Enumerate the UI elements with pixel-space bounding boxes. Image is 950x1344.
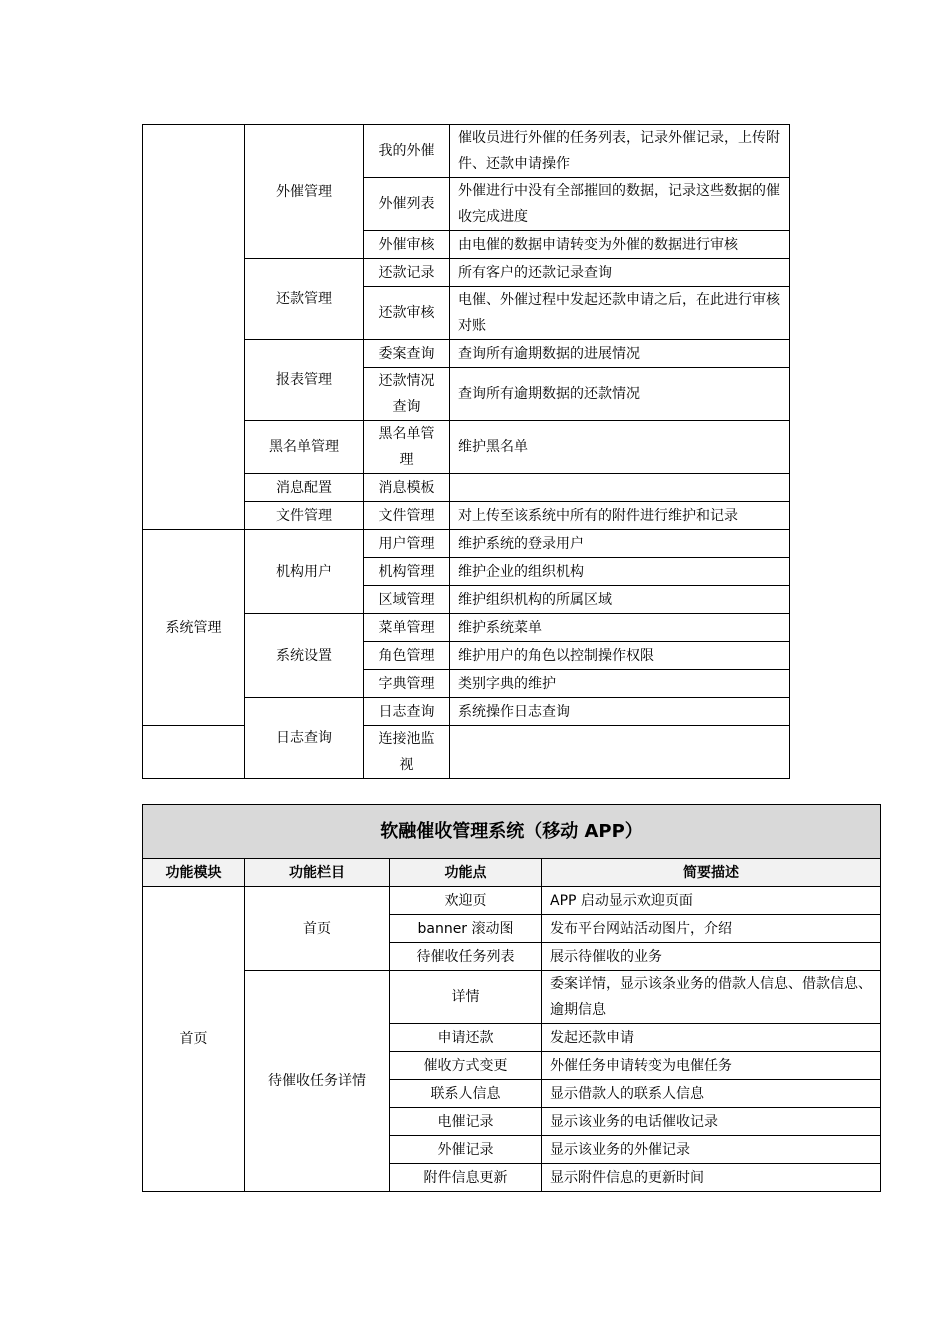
header-cell: 功能模块 — [143, 859, 245, 887]
desc-cell: 发起还款申请 — [542, 1024, 881, 1052]
feature-cell: 还款记录 — [364, 259, 450, 287]
desc-cell: 电催、外催过程中发起还款申请之后，在此进行审核对账 — [450, 287, 790, 340]
desc-cell: 外催任务申请转变为电催任务 — [542, 1052, 881, 1080]
desc-cell: 维护系统的登录用户 — [450, 530, 790, 558]
desc-cell: 所有客户的还款记录查询 — [450, 259, 790, 287]
table-title: 软融催收管理系统（移动 APP） — [143, 805, 881, 859]
desc-cell: 催收员进行外催的任务列表，记录外催记录，上传附件、还款申请操作 — [450, 125, 790, 178]
feature-cell: 联系人信息 — [390, 1080, 542, 1108]
feature-cell: 委案查询 — [364, 340, 450, 368]
section-cell: 还款管理 — [245, 259, 364, 340]
feature-cell: 文件管理 — [364, 502, 450, 530]
module-cell: 首页 — [143, 887, 245, 1192]
header-cell: 功能栏目 — [245, 859, 390, 887]
desc-cell: 展示待催收的业务 — [542, 943, 881, 971]
feature-cell: 机构管理 — [364, 558, 450, 586]
section-cell: 外催管理 — [245, 125, 364, 259]
desc-cell: 外催进行中没有全部摧回的数据，记录这些数据的催收完成进度 — [450, 178, 790, 231]
desc-cell: 系统操作日志查询 — [450, 698, 790, 726]
feature-cell: 催收方式变更 — [390, 1052, 542, 1080]
feature-cell: 字典管理 — [364, 670, 450, 698]
feature-cell: 我的外催 — [364, 125, 450, 178]
module-cell: 系统管理 — [143, 530, 245, 726]
section-cell: 消息配置 — [245, 474, 364, 502]
desc-cell: 维护企业的组织机构 — [450, 558, 790, 586]
desc-cell: 显示该业务的电话催收记录 — [542, 1108, 881, 1136]
desc-cell: 显示借款人的联系人信息 — [542, 1080, 881, 1108]
feature-cell: banner 滚动图 — [390, 915, 542, 943]
section-cell: 系统设置 — [245, 614, 364, 698]
desc-cell: 维护组织机构的所属区域 — [450, 586, 790, 614]
desc-cell: 发布平台网站活动图片，介绍 — [542, 915, 881, 943]
desc-cell: 委案详情，显示该条业务的借款人信息、借款信息、逾期信息 — [542, 971, 881, 1024]
module-cell-blank — [143, 726, 245, 779]
feature-cell: 欢迎页 — [390, 887, 542, 915]
section-cell: 报表管理 — [245, 340, 364, 421]
mobile-app-function-table — [142, 804, 881, 1192]
desc-cell — [450, 726, 790, 779]
section-cell: 待催收任务详情 — [245, 971, 390, 1192]
feature-cell: 连接池监视 — [364, 726, 450, 779]
header-cell: 功能点 — [390, 859, 542, 887]
feature-cell: 还款情况查询 — [364, 368, 450, 421]
feature-cell: 详情 — [390, 971, 542, 1024]
feature-cell: 日志查询 — [364, 698, 450, 726]
desc-cell: 维护黑名单 — [450, 421, 790, 474]
feature-cell: 角色管理 — [364, 642, 450, 670]
feature-cell: 菜单管理 — [364, 614, 450, 642]
section-cell: 日志查询 — [245, 698, 364, 779]
feature-cell: 待催收任务列表 — [390, 943, 542, 971]
header-cell: 简要描述 — [542, 859, 881, 887]
feature-cell: 附件信息更新 — [390, 1164, 542, 1192]
feature-cell: 申请还款 — [390, 1024, 542, 1052]
feature-cell: 外催记录 — [390, 1136, 542, 1164]
section-cell: 机构用户 — [245, 530, 364, 614]
desc-cell: 类别字典的维护 — [450, 670, 790, 698]
feature-cell: 用户管理 — [364, 530, 450, 558]
feature-cell: 黑名单管理 — [364, 421, 450, 474]
module-cell-blank — [143, 125, 245, 530]
feature-cell: 电催记录 — [390, 1108, 542, 1136]
desc-cell: 由电催的数据申请转变为外催的数据进行审核 — [450, 231, 790, 259]
feature-cell: 还款审核 — [364, 287, 450, 340]
desc-cell: 显示附件信息的更新时间 — [542, 1164, 881, 1192]
feature-cell: 区域管理 — [364, 586, 450, 614]
section-cell: 首页 — [245, 887, 390, 971]
section-cell: 黑名单管理 — [245, 421, 364, 474]
feature-cell: 消息模板 — [364, 474, 450, 502]
desc-cell: 对上传至该系统中所有的附件进行维护和记录 — [450, 502, 790, 530]
feature-cell: 外催审核 — [364, 231, 450, 259]
desc-cell — [450, 474, 790, 502]
desc-cell: 查询所有逾期数据的进展情况 — [450, 340, 790, 368]
desc-cell: 显示该业务的外催记录 — [542, 1136, 881, 1164]
section-cell: 文件管理 — [245, 502, 364, 530]
feature-cell: 外催列表 — [364, 178, 450, 231]
desc-cell: 维护系统菜单 — [450, 614, 790, 642]
desc-cell: APP 启动显示欢迎页面 — [542, 887, 881, 915]
desc-cell: 维护用户的角色以控制操作权限 — [450, 642, 790, 670]
backend-function-table — [142, 124, 790, 779]
desc-cell: 查询所有逾期数据的还款情况 — [450, 368, 790, 421]
